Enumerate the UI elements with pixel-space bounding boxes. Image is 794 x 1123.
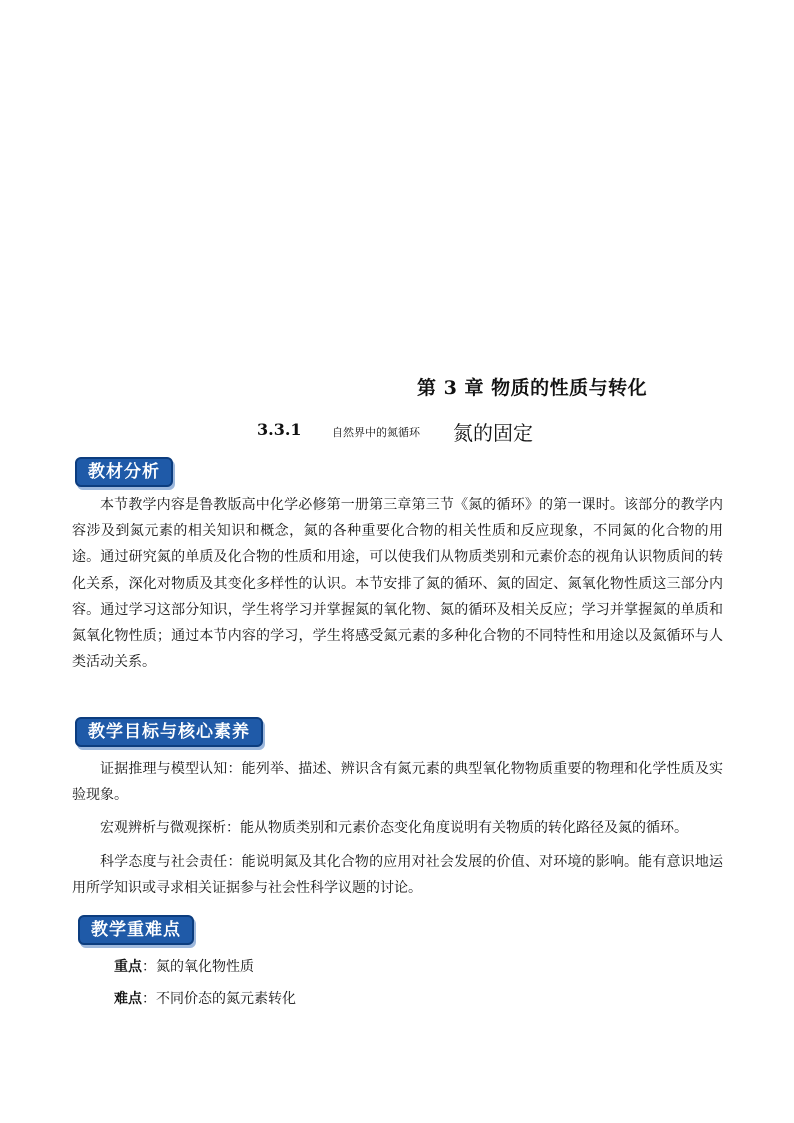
lesson-subtitle: 自然界中的氮循环 <box>332 426 420 439</box>
analysis-paragraph: 本节教学内容是鲁教版高中化学必修第一册第三章第三节《氮的循环》的第一课时。该部分的教学内容涉及到氮元素的相关知识和概念，氮的各种重要化合物的相关性质和反应现象，不同氮的化合物的用途。通过研究氮的单质及化合物的性质和用途，可以使我们从物质类别和元素价态的视角认识物质间的转化关系，深化对物质及其变化多样性的认识。本节安排了氮的循环、氮的固定、氮氧化物性质这三部分内容。通过学习这部分知识，学生将学习并掌握氮的氧化物、氮的循环及相关反应；学习并掌握氮的单质和氮氧化物性质；通过本节内容的学习，学生将感受氮元素的多种化合物的不同特性和用途以及氮循环与人类活动关系。 <box>72 497 723 671</box>
section-heading-key-points: 教学重难点 <box>78 915 194 945</box>
lesson-number: 3.3.1 <box>257 420 302 439</box>
section-heading-analysis: 教材分析 <box>75 457 173 487</box>
lesson-title: 氮的固定 <box>453 421 533 445</box>
key-point-label: 重点 <box>114 959 142 975</box>
goal-item: 宏观辨析与微观探析：能从物质类别和元素价态变化角度说明有关物质的转化路径及氮的循环。 <box>100 820 688 836</box>
key-point-text: ：氮的氧化物性质 <box>142 959 254 975</box>
difficult-point-label: 难点 <box>114 991 142 1007</box>
difficult-point-text: ：不同价态的氮元素转化 <box>142 991 296 1007</box>
key-point-line <box>114 956 254 976</box>
chapter-title: 第 3 章 物质的性质与转化 <box>417 377 648 399</box>
goal-item: 科学态度与社会责任：能说明氮及其化合物的应用对社会发展的价值、对环境的影响。能有意识地运用所学知识或寻求相关证据参与社会性科学议题的讨论。 <box>72 854 723 897</box>
difficult-point-line <box>114 988 296 1008</box>
section-heading-goals: 教学目标与核心素养 <box>75 717 263 747</box>
goal-item: 证据推理与模型认知：能列举、描述、辨识含有氮元素的典型氧化物物质重要的物理和化学性质及实验现象。 <box>72 761 723 804</box>
